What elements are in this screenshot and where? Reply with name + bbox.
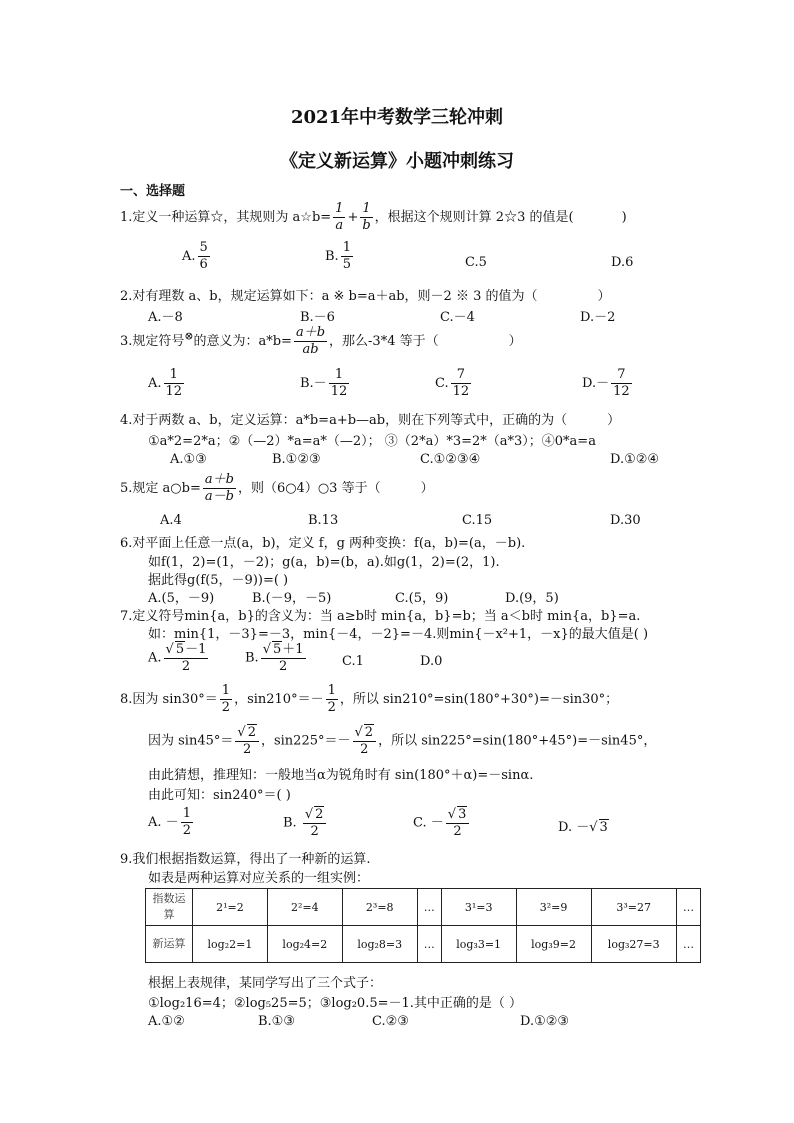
question-8-line-2: 因为 sin45°＝ $\frac{√ 2}{2}$ ，sin225°＝－ $\frac{√ 2}{2}$ ，所以 sin225°=sin(180°+45°)=－sin45°， [148, 725, 657, 757]
q4-option-d[interactable]: D.①②④ [610, 452, 660, 467]
q7-option-d[interactable]: D.0 [420, 654, 443, 669]
q2-option-a[interactable]: A.－8 [148, 310, 183, 325]
table-cell: … [417, 926, 441, 963]
q2-option-c[interactable]: C.－4 [440, 310, 475, 325]
page-title: 2021年中考数学三轮冲刺 [290, 107, 504, 128]
operations-table [145, 888, 701, 963]
table-cell: 3³=27 [591, 889, 676, 926]
question-5-stem: 5.规定 a○b= $\frac{a+b}{a-b}$ ，则（6○4）○3 等于（ ） [120, 472, 434, 504]
q7-option-b[interactable]: B. $\frac{√ 5+1}{2}$ [245, 642, 304, 674]
otimes-symbol: ⊗ [184, 329, 194, 343]
q9-option-c[interactable]: C.②③ [372, 1014, 409, 1029]
question-9-table-intro: 如表是两种运算对应关系的一组实例： [148, 871, 370, 886]
question-7-stem: 7.定义符号min{a，b}的含义为：当 a≥b时 min{a，b}=b；当 a＜b时 min{a，b}=a. [120, 609, 641, 624]
q7-option-c[interactable]: C.1 [342, 654, 364, 669]
question-8-ask: 由此可知：sin240°＝( ) [148, 788, 291, 803]
question-8-line-3: 由此猜想，推理知：一般地当α为锐角时有 sin(180°＋α)=－sinα. [148, 768, 534, 783]
q5-option-c[interactable]: C.15 [462, 513, 493, 528]
q4-option-a[interactable]: A.①③ [170, 452, 207, 467]
section-heading: 一、选择题 [120, 184, 186, 199]
table-cell: log₃3=1 [441, 926, 516, 963]
table-cell: … [676, 889, 700, 926]
q2-option-d[interactable]: D.－2 [580, 310, 616, 325]
table-cell: 3¹=3 [441, 889, 516, 926]
table-cell: log₂2=1 [193, 926, 268, 963]
q9-option-d[interactable]: D.①②③ [520, 1014, 570, 1029]
question-7-ask: 如：min{1，－3}=－3，min{－4，－2}=－4.则min{－x²+1，－x}的最大值是( ) [148, 627, 649, 642]
q5-option-b[interactable]: B.13 [308, 513, 339, 528]
question-4-stem: 4.对于两数 a、b，定义运算：a*b=a+b—ab，则在下列等式中，正确的为（ ） [120, 413, 621, 428]
table-cell: log₃9=2 [516, 926, 591, 963]
table-cell: 2¹=2 [193, 889, 268, 926]
q8-option-c[interactable]: C. － $\frac{√ 3}{2}$ [413, 806, 471, 840]
question-8-line-1: 8.因为 sin30°＝ $\frac{1}{2}$ ，sin210°＝－ $\frac{1}{2}$ ，所以 sin210°=sin(180°+30°)=－sin30°； [120, 683, 619, 715]
q6-option-c[interactable]: C.(5，9) [395, 591, 449, 606]
question-9-stem: 9.我们根据指数运算，得出了一种新的运算. [120, 852, 371, 867]
q3-option-c[interactable]: C. $\frac{7}{12}$ [435, 367, 470, 399]
q8-option-a[interactable]: A. － $\frac{1}{2}$ [148, 806, 191, 838]
q9-option-a[interactable]: A.①② [148, 1014, 185, 1029]
q6-option-a[interactable]: A.(5，－9) [148, 591, 215, 606]
q1-option-c[interactable]: C.5 [465, 255, 487, 270]
question-6-ask: 据此得g(f(5，－9))=( ) [148, 573, 289, 588]
question-9-rule: 根据上表规律，某同学写出了三个式子： [148, 976, 383, 991]
page-subtitle: 《定义新运算》小题冲刺练习 [280, 151, 514, 172]
q9-option-b[interactable]: B.①③ [258, 1014, 295, 1029]
table-cell: log₂8=3 [342, 926, 417, 963]
table-cell: 2³=8 [342, 889, 417, 926]
table-cell: log₂4=2 [267, 926, 342, 963]
q1-option-b[interactable]: B. $\frac{1}{5}$ [325, 240, 351, 272]
table-cell: … [676, 926, 700, 963]
question-9-ask: ①log₂16=4；②log₅25=5；③log₂0.5=－1.其中正确的是（ ） [148, 996, 523, 1011]
table-cell: log₃27=3 [591, 926, 676, 963]
table-cell: … [417, 889, 441, 926]
question-2-stem: 2.对有理数 a、b，规定运算如下：a ※ b=a＋ab，则－2 ※ 3 的值为（ ） [120, 289, 611, 304]
q8-option-d[interactable]: D. －√ 3 [558, 820, 608, 835]
q2-option-b[interactable]: B.－6 [300, 310, 335, 325]
q1-option-d[interactable]: D.6 [611, 255, 634, 270]
question-4-statements: ①a*2=2*a；②（—2）*a=a*（—2）； ③（2*a）*3=2*（a*3）；④0*a=a [148, 434, 596, 449]
table-row [146, 889, 701, 926]
q4-option-c[interactable]: C.①②③④ [420, 452, 481, 467]
table-cell: 3²=9 [516, 889, 591, 926]
q3-option-d[interactable]: D.－ $\frac{7}{12}$ [582, 367, 630, 399]
question-6-stem: 6.对平面上任意一点(a，b)，定义 f，g 两种变换：f(a，b)=(a，－b). [120, 536, 526, 551]
q4-option-b[interactable]: B.①②③ [272, 452, 321, 467]
question-6-example: 如f(1，2)=(1，－2)；g(a，b)=(b，a).如g(1，2)=(2，1). [148, 555, 500, 570]
q6-option-b[interactable]: B.(－9，－5) [252, 591, 332, 606]
q3-option-b[interactable]: B.－ $\frac{1}{12}$ [300, 367, 348, 399]
q3-option-a[interactable]: A. $\frac{1}{12}$ [148, 367, 183, 399]
q1-option-a[interactable]: A. $\frac{5}{6}$ [182, 240, 208, 272]
q5-option-d[interactable]: D.30 [610, 513, 641, 528]
q8-option-b[interactable]: B. $\frac{√ 2}{2}$ [283, 806, 328, 840]
row-header-new-op: 新运算 [146, 926, 193, 963]
q7-option-a[interactable]: A. $\frac{√ 5-1}{2}$ [148, 642, 207, 674]
table-row [146, 926, 701, 963]
q6-option-d[interactable]: D.(9，5) [505, 591, 559, 606]
q5-option-a[interactable]: A.4 [160, 513, 182, 528]
table-cell: 2²=4 [267, 889, 342, 926]
question-3-stem: 3.规定符号⊗的意义为：a*b= $\frac{a+b}{ab}$ ，那么-3*4 等于（ ） [120, 325, 522, 357]
row-header-exponent: 指数运算 [146, 889, 193, 926]
question-1-stem: 1.定义一种运算☆，其规则为 a☆b= $\frac{1}{a}$ + $\frac{1}{b}$ ，根据这个规则计算 2☆3 的值是( ) [120, 201, 627, 233]
